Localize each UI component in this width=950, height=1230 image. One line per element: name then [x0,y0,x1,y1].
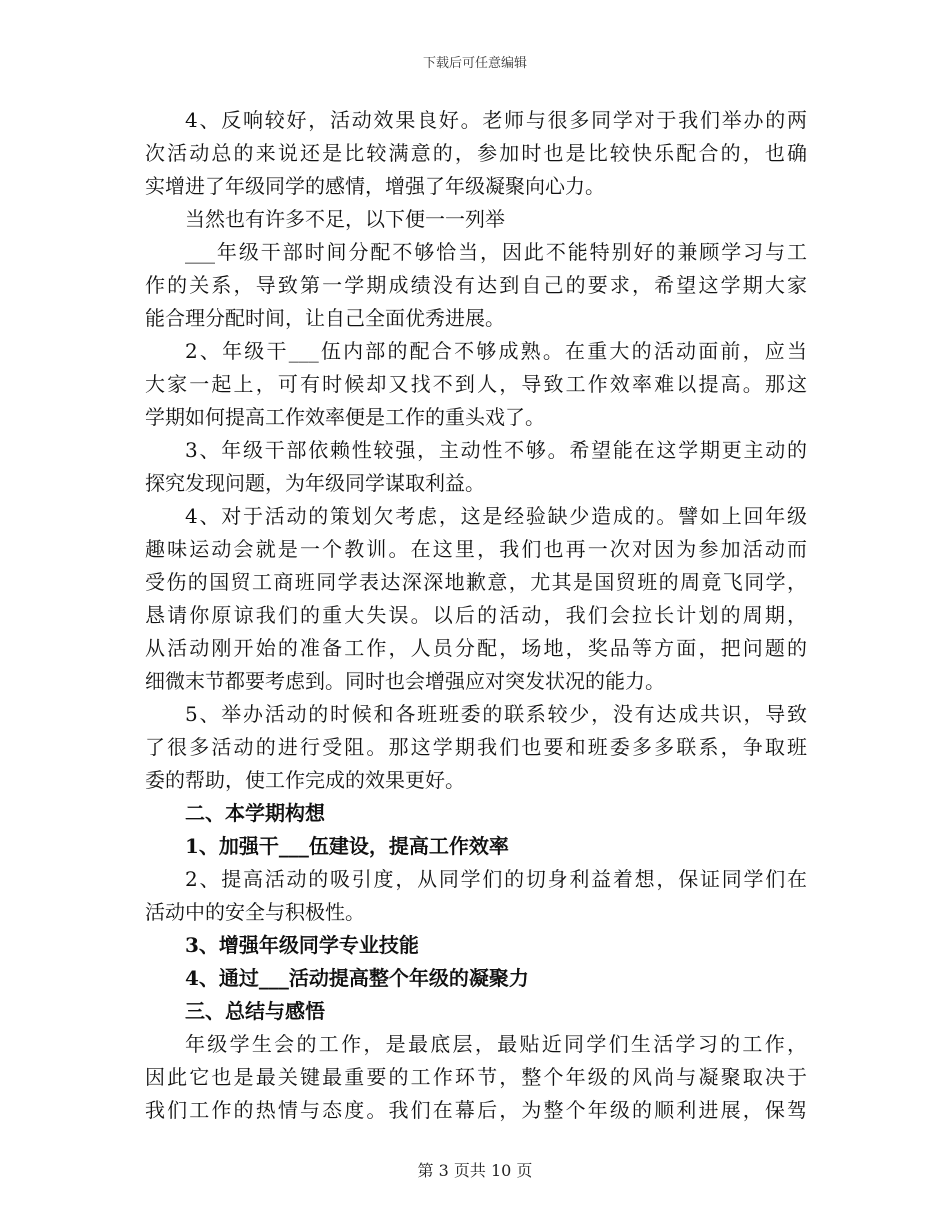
paragraph-line: ___年级干部时间分配不够恰当，因此不能特别好的兼顾学习与工 [185,240,807,264]
paragraph-line: 作的关系，导致第一学期成绩没有达到自己的要求，希望这学期大家 [145,273,807,297]
paragraph-line: 能合理分配时间，让自己全面优秀进展。 [145,306,505,330]
paragraph-line: 大家一起上，可有时候却又找不到人，导致工作效率难以提高。那这 [145,372,807,396]
paragraph-line: 我们工作的热情与态度。我们在幕后，为整个年级的顺利进展，保驾 [145,1098,807,1122]
paragraph-line: 细微末节都要考虑到。同时也会增强应对突发状况的能力。 [145,669,665,693]
paragraph-line: 2、年级干___伍内部的配合不够成熟。在重大的活动面前，应当 [185,339,807,363]
paragraph-line: 恳请你原谅我们的重大失误。以后的活动，我们会拉长计划的周期， [145,603,807,627]
paragraph-line: 委的帮助，使工作完成的效果更好。 [145,768,465,792]
paragraph-line: 次活动总的来说还是比较满意的，参加时也是比较快乐配合的，也确 [145,141,807,165]
section-heading-line: 4、通过___活动提高整个年级的凝聚力 [185,966,529,990]
paragraph-line: 2、提高活动的吸引度，从同学们的切身利益着想，保证同学们在 [185,867,807,891]
paragraph-line: 4、对于活动的策划欠考虑，这是经验缺少造成的。譬如上回年级 [185,504,807,528]
paragraph-line: 3、年级干部依赖性较强，主动性不够。希望能在这学期更主动的 [185,438,807,462]
paragraph-line: 因此它也是最关键最重要的工作环节，整个年级的风尚与凝聚取决于 [145,1065,807,1089]
paragraph-line: 趣味运动会就是一个教训。在这里，我们也再一次对因为参加活动而 [145,537,807,561]
page-number-footer: 第 3 页共 10 页 [417,1161,533,1180]
document-body [145,104,807,1127]
paragraph-line: 从活动刚开始的准备工作，人员分配，场地，奖品等方面，把问题的 [145,636,807,660]
paragraph-line: 4、反响较好，活动效果良好。老师与很多同学对于我们举办的两 [185,108,807,132]
paragraph-line: 年级学生会的工作，是最底层，最贴近同学们生活学习的工作， [185,1032,807,1056]
paragraph-line: 受伤的国贸工商班同学表达深深地歉意，尤其是国贸班的周竟飞同学， [145,570,807,594]
paragraph-line: 探究发现问题，为年级同学谋取利益。 [145,471,485,495]
section-heading-line: 二、本学期构想 [185,801,325,825]
paragraph-line: 学期如何提高工作效率便是工作的重头戏了。 [145,405,545,429]
paragraph-line: 活动中的安全与积极性。 [145,900,365,924]
section-heading-line: 三、总结与感悟 [185,999,325,1023]
paragraph-line: 了很多活动的进行受阻。那这学期我们也要和班委多多联系，争取班 [145,735,807,759]
page-header-note: 下载后可任意编辑 [422,56,527,71]
paragraph-line: 5、举办活动的时候和各班班委的联系较少，没有达成共识，导致 [185,702,807,726]
section-heading-line: 1、加强干___伍建设，提高工作效率 [185,834,509,858]
paragraph-line: 实增进了年级同学的感情，增强了年级凝聚向心力。 [145,174,605,198]
section-heading-line: 3、增强年级同学专业技能 [185,933,419,957]
paragraph-line: 当然也有许多不足，以下便一一列举 [185,207,505,231]
